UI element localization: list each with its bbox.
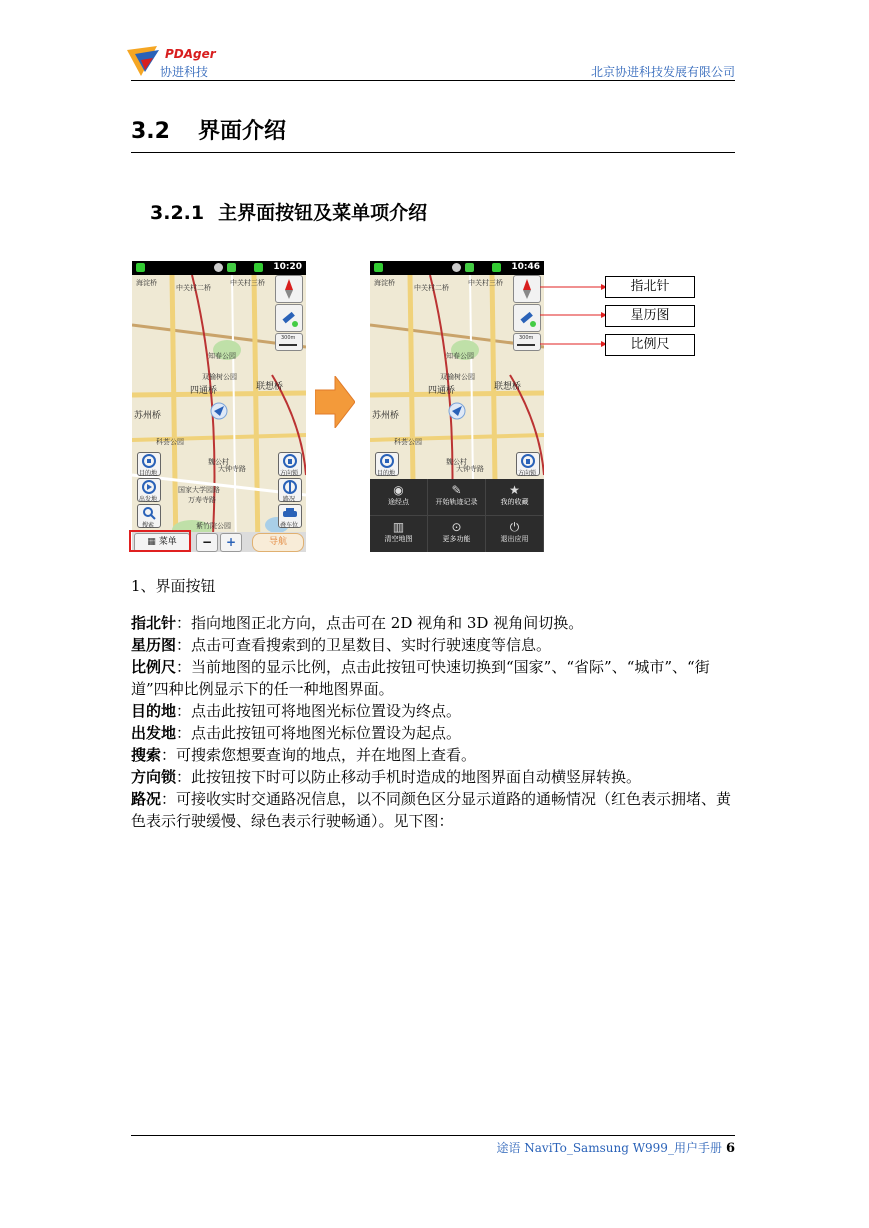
desc-text: ：此按钮按下时可以防止移动手机时造成的地图界面自动横竖屏转换。	[176, 768, 642, 786]
location-cursor-icon	[210, 402, 228, 420]
map-label: 知春公园	[446, 352, 474, 360]
map-label: 万寿寺路	[188, 496, 216, 504]
desc-traffic	[131, 788, 736, 832]
location-cursor-icon	[448, 402, 466, 420]
menu-item-waypoint[interactable]	[370, 479, 428, 516]
gps-icon	[214, 263, 223, 272]
subsection-heading	[150, 198, 427, 225]
menu-panel	[370, 479, 544, 552]
star-icon: ★	[509, 483, 520, 497]
app-icon	[465, 263, 474, 272]
search-label: 搜索	[141, 522, 154, 529]
main-screen-screenshot	[132, 261, 306, 552]
callout-compass: 指北针	[605, 276, 695, 298]
map-label: 大钟寺路	[456, 465, 484, 473]
waypoint-icon: ◉	[393, 483, 404, 497]
rotate-lock-icon	[279, 453, 301, 469]
transition-arrow-icon	[315, 376, 355, 428]
menu-item-track-record[interactable]	[428, 479, 486, 516]
satellite-icon	[276, 305, 302, 331]
section-rule	[131, 152, 735, 153]
pdager-logo	[127, 46, 161, 78]
status-bar	[370, 261, 544, 275]
menu-item-label: 清空地图	[384, 535, 413, 543]
power-icon: ⏻	[509, 520, 520, 534]
scale-bar	[279, 344, 297, 346]
map-label: 国家大学园路	[178, 486, 220, 494]
desc-start	[131, 722, 736, 744]
search-icon	[138, 505, 160, 521]
menu-item-label: 更多功能	[442, 535, 471, 543]
map-label: 中关村三桥	[230, 279, 265, 287]
menu-highlight-box	[129, 530, 191, 552]
map-label: 联想桥	[494, 382, 522, 392]
menu-item-label: 退出应用	[500, 535, 529, 543]
callout-satellite: 星历图	[605, 305, 695, 327]
section-heading	[131, 114, 286, 145]
phone-icon	[136, 263, 145, 272]
footer	[496, 1139, 735, 1156]
subsection-title: 主界面按钮及菜单项介绍	[218, 202, 428, 224]
satellite-button[interactable]	[275, 304, 303, 332]
map-label: 四通桥	[428, 386, 456, 396]
map-label: 知春公园	[208, 352, 236, 360]
rotate-lock-icon	[517, 453, 539, 469]
desc-term: 目的地	[131, 702, 177, 720]
desc-search	[131, 744, 736, 766]
map-label: 海淀桥	[136, 279, 157, 287]
status-time: 10:20	[273, 262, 302, 272]
compass-icon	[276, 276, 302, 302]
zoom-out-button[interactable]: −	[196, 533, 218, 552]
map-label: 双榆树公园	[202, 373, 237, 381]
play-icon	[138, 479, 160, 495]
compass-button[interactable]	[275, 275, 303, 303]
menu-screen-screenshot	[370, 261, 544, 552]
start-label: 出发地	[138, 496, 157, 503]
direction-lock-label: 方向锁	[279, 470, 298, 477]
navigate-button[interactable]: 导航	[252, 533, 304, 552]
desc-text: ：可接收实时交通路况信息，以不同颜色区分显示道路的通畅情况（红色表示拥堵、黄色表示行驶缓慢、绿色表示行驶畅通）。见下图：	[131, 790, 732, 830]
menu-item-favorites[interactable]	[486, 479, 544, 516]
traffic-label: 路况	[282, 496, 295, 503]
map-label: 魏公村	[446, 458, 467, 466]
desc-satellite	[131, 634, 736, 656]
map-label: 中关村二桥	[414, 284, 449, 292]
desc-direction-lock	[131, 766, 736, 788]
header-rule	[131, 80, 735, 81]
desc-term: 指北针	[131, 614, 177, 632]
brand-name: PDAger	[165, 47, 216, 61]
subsection-number: 3.2.1	[150, 202, 205, 224]
gps-icon	[452, 263, 461, 272]
phone-icon	[374, 263, 383, 272]
map-label: 大钟寺路	[218, 465, 246, 473]
map-label: 科荟公园	[156, 438, 184, 446]
desc-term: 星历图	[131, 636, 177, 654]
map-label: 联想桥	[256, 382, 284, 392]
map-label: 紫竹院公园	[196, 522, 231, 530]
desc-term: 搜索	[131, 746, 162, 764]
footer-manual-title: 途语 NaviTo_Samsung W999_用户手册	[496, 1141, 722, 1155]
menu-item-exit[interactable]	[486, 516, 544, 552]
map-label: 科荟公园	[394, 438, 422, 446]
callout-scale: 比例尺	[605, 334, 695, 356]
map-label: 海淀桥	[374, 279, 395, 287]
destination-label: 目的地	[376, 470, 395, 477]
car-icon	[279, 505, 301, 521]
target-icon	[376, 453, 398, 469]
scale-label: 300m	[519, 335, 534, 341]
app-icon	[227, 263, 236, 272]
desc-destination	[131, 700, 736, 722]
desc-compass	[131, 612, 736, 634]
menu-item-label: 开始轨迹记录	[435, 498, 478, 506]
track-icon: ✎	[451, 483, 462, 497]
footer-rule	[131, 1135, 735, 1136]
parking-label: 叠车位	[279, 522, 298, 529]
map-label: 中关村三桥	[468, 279, 503, 287]
desc-scale	[131, 656, 736, 700]
map-label: 四通桥	[190, 386, 218, 396]
map-label: 双榆树公园	[440, 373, 475, 381]
desc-text: ：可搜索您想要查询的地点，并在地图上查看。	[161, 746, 477, 764]
desc-text: ：点击此按钮可将地图光标位置设为终点。	[176, 702, 462, 720]
menu-item-label: 我的收藏	[500, 498, 529, 506]
battery-icon	[254, 263, 263, 272]
desc-term: 比例尺	[131, 658, 177, 676]
desc-text: ：指向地图正北方向，点击可在 2D 视角和 3D 视角间切换。	[176, 614, 584, 632]
buttons-heading: 1、界面按钮	[131, 577, 216, 595]
desc-term: 路况	[131, 790, 162, 808]
section-title: 界面介绍	[197, 119, 286, 144]
desc-text: ：点击可查看搜索到的卫星数目、实时行驶速度等信息。	[176, 636, 552, 654]
status-time: 10:46	[511, 262, 540, 272]
menu-button-label: 菜单	[158, 537, 177, 547]
menu-item-label: 途经点	[388, 498, 409, 506]
map-label: 苏州桥	[134, 411, 162, 421]
desc-text: ：当前地图的显示比例，点击此按钮可快速切换到“国家”、“省际”、“城市”、“街道”四种比例显示下的任一种地图界面。	[131, 658, 710, 698]
destination-label: 目的地	[138, 470, 157, 477]
menu-item-more[interactable]	[428, 516, 486, 552]
battery-icon	[492, 263, 501, 272]
direction-lock-label: 方向锁	[517, 470, 536, 477]
scale-button[interactable]	[275, 333, 303, 351]
grid-icon: ▦	[147, 537, 156, 547]
company-name: 北京协进科技发展有限公司	[590, 65, 735, 79]
traffic-icon	[279, 479, 301, 495]
map-label: 中关村二桥	[176, 284, 211, 292]
zoom-in-button[interactable]: +	[220, 533, 242, 552]
section-number: 3.2	[131, 119, 170, 144]
menu-item-clear-map[interactable]	[370, 516, 428, 552]
more-icon: ⊙	[451, 520, 462, 534]
page-number: 6	[725, 1141, 735, 1156]
brand-subtitle: 协进科技	[160, 65, 209, 79]
callout-arrows	[520, 280, 610, 350]
desc-term: 出发地	[131, 724, 177, 742]
map-label: 苏州桥	[372, 411, 400, 421]
trash-icon: ▥	[392, 520, 405, 534]
map-label: 魏公村	[208, 458, 229, 466]
status-bar	[132, 261, 306, 275]
desc-text: ：点击此按钮可将地图光标位置设为起点。	[176, 724, 462, 742]
desc-term: 方向锁	[131, 768, 177, 786]
target-icon	[138, 453, 160, 469]
scale-label: 300m	[281, 335, 296, 341]
